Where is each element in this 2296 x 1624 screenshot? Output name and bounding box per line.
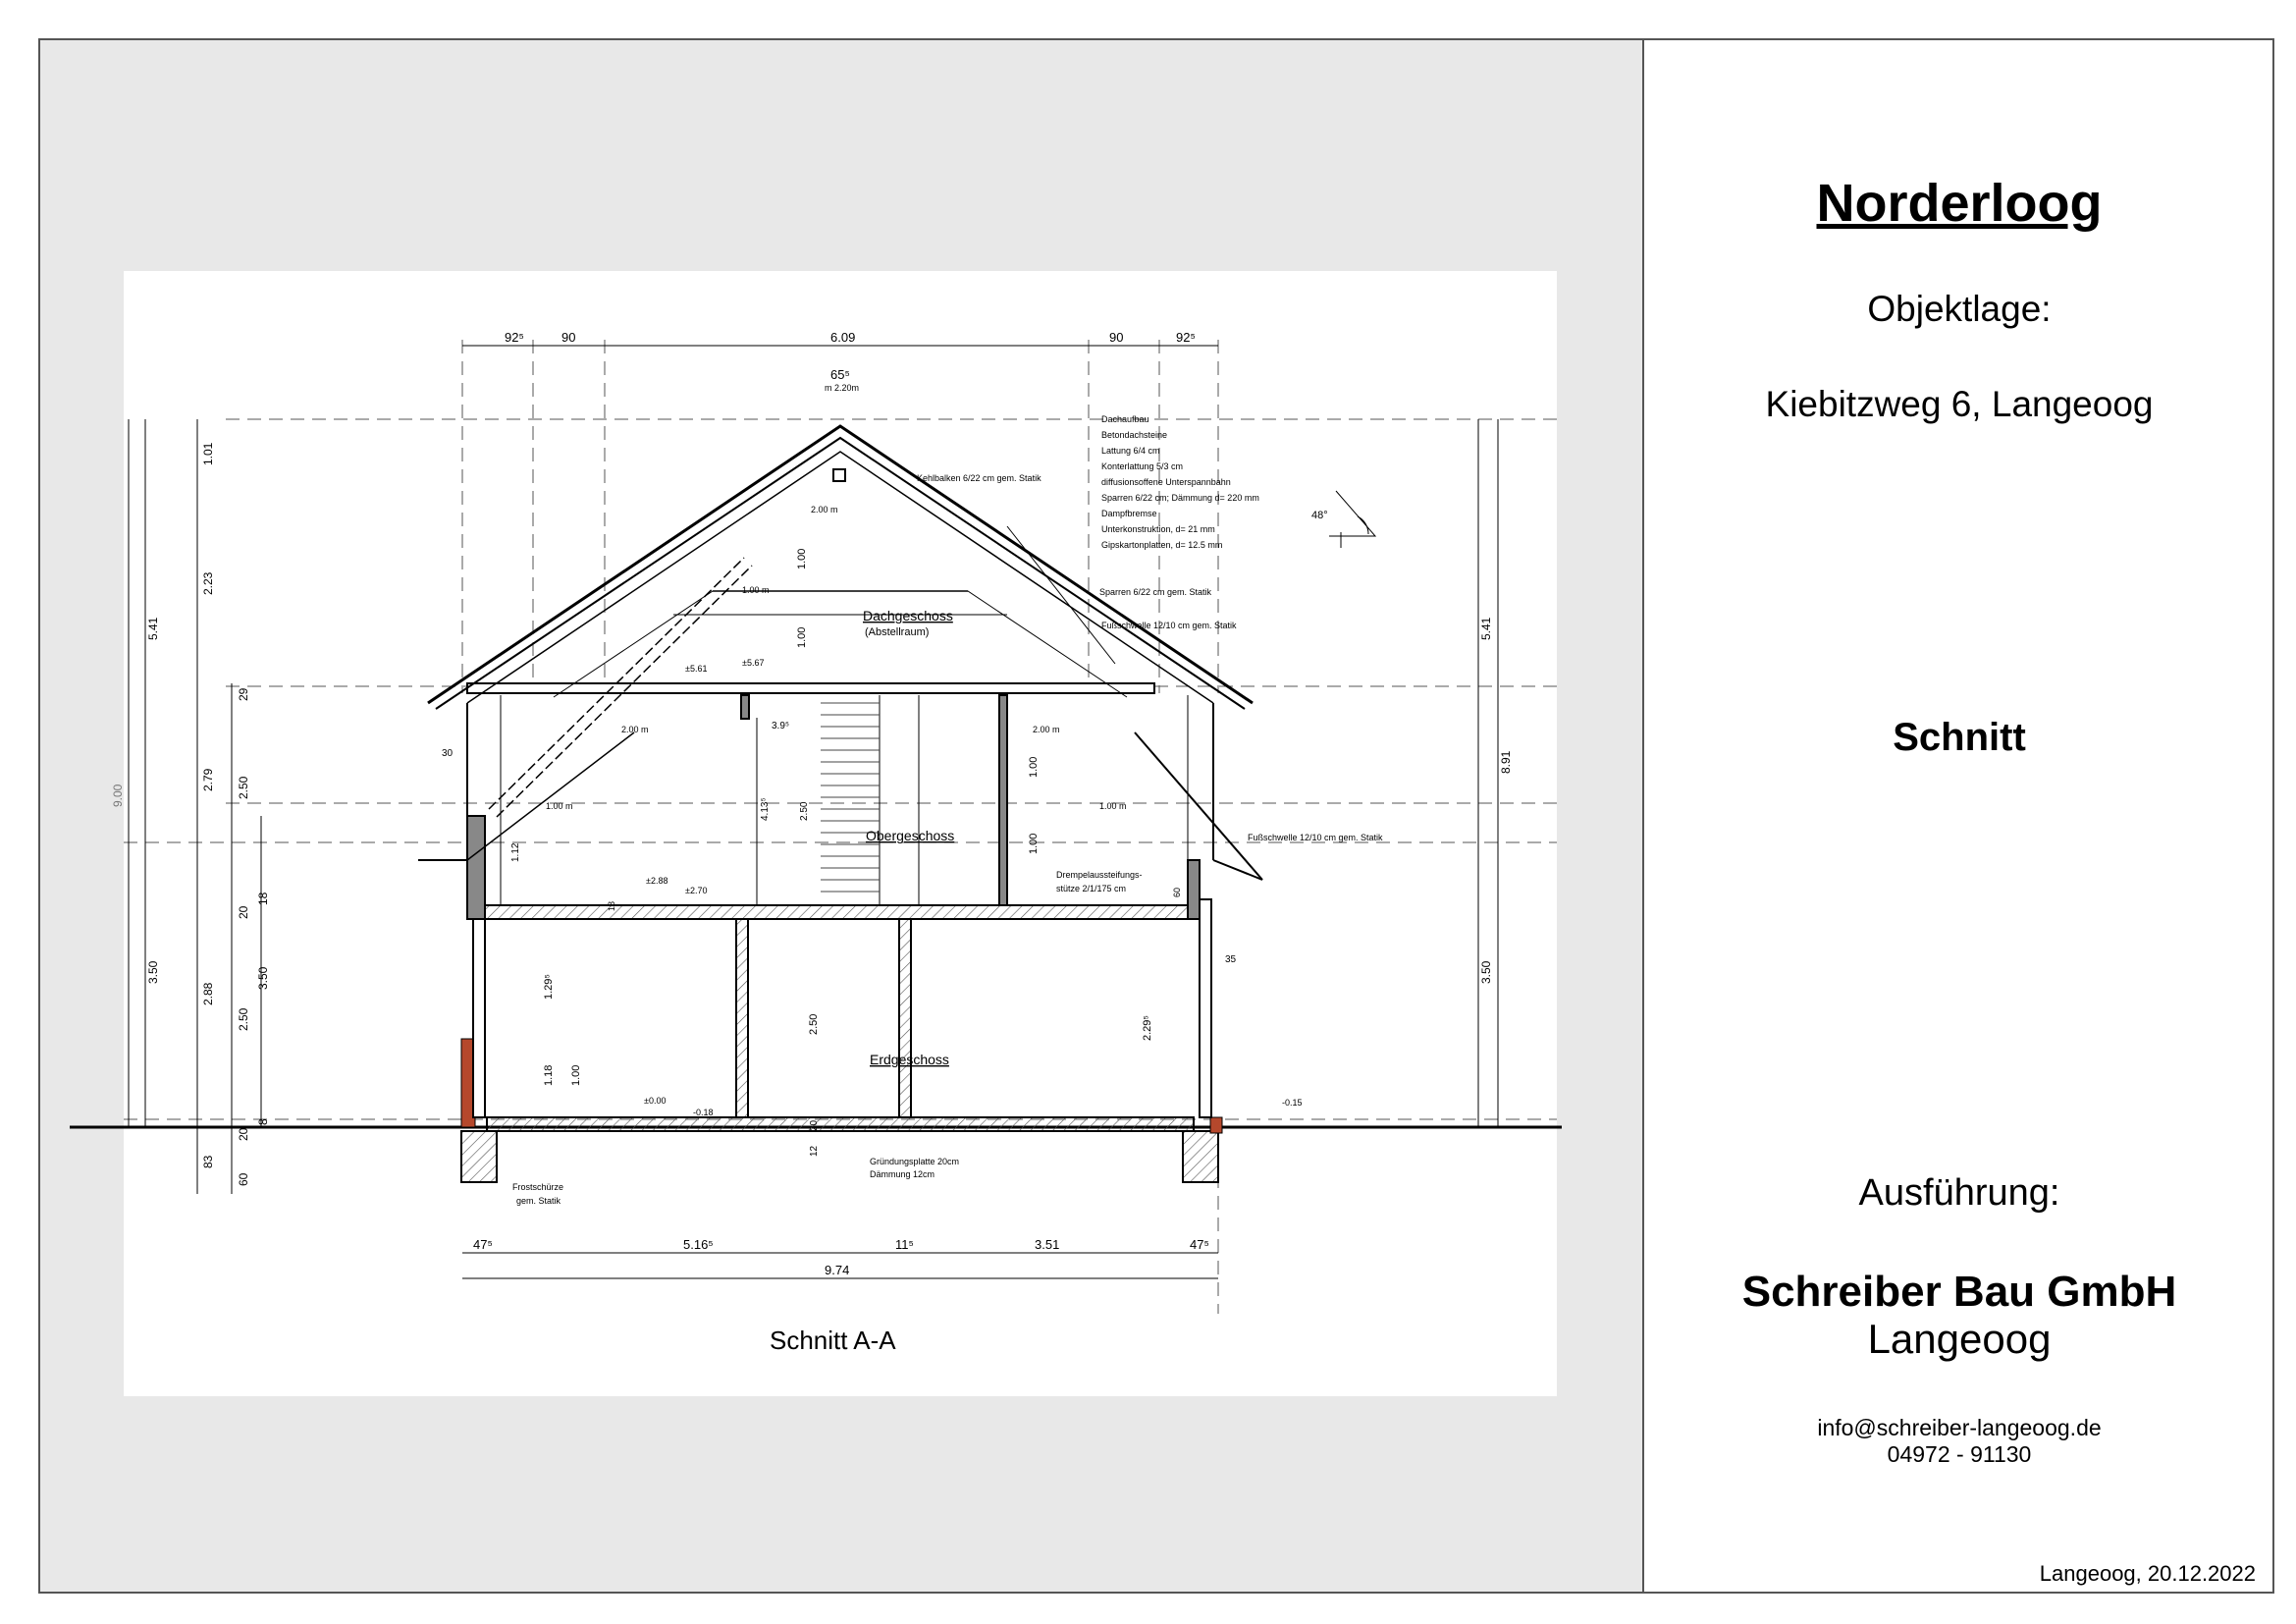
dim-top-1: 92⁵ bbox=[505, 330, 524, 345]
height-5: 2.00 m bbox=[621, 725, 649, 734]
roof-buildup-5: Sparren 6/22 cm; Dämmung d= 220 mm bbox=[1101, 493, 1259, 503]
level-2: ±5.67 bbox=[742, 658, 765, 668]
right-plinth bbox=[1210, 1117, 1222, 1133]
roof-buildup-7: Unterkonstruktion, d= 21 mm bbox=[1101, 524, 1215, 534]
misc-dim-13: 4.13⁵ bbox=[760, 797, 771, 821]
dim-left-inner-1: 29 bbox=[237, 687, 250, 701]
execution-label: Ausführung: bbox=[1858, 1172, 2060, 1214]
height-3: 1.00 bbox=[796, 548, 808, 569]
misc-dim-3: 1.29⁵ bbox=[543, 974, 555, 1000]
dim-ridge-sub: m 2.20m bbox=[825, 383, 860, 393]
dim-right-1: 5.41 bbox=[1479, 617, 1493, 640]
company-email: info@schreiber-langeoog.de bbox=[1817, 1415, 2102, 1440]
dim-left-inner-2: 2.50 bbox=[237, 776, 250, 799]
level-5: ±0.00 bbox=[644, 1096, 667, 1106]
misc-dim-9: 18 bbox=[607, 900, 616, 911]
dim-top-4: 90 bbox=[1109, 330, 1124, 345]
dim-left-outer-2: 3.50 bbox=[146, 960, 160, 984]
annotation-frost-apron-1: Frostschürze bbox=[512, 1182, 564, 1192]
section-drawing-sheet bbox=[111, 271, 1557, 1396]
roof-buildup-3: Konterlattung 5/3 cm bbox=[1101, 461, 1184, 471]
right-footing bbox=[1183, 1131, 1218, 1182]
dim-left-inner2-2: 3.50 bbox=[256, 966, 270, 990]
height-1: 2.00 m bbox=[811, 505, 838, 514]
roof-buildup-6: Dampfbremse bbox=[1101, 509, 1157, 518]
left-footing bbox=[461, 1131, 497, 1182]
dim-left-inner-3: 20 bbox=[237, 905, 250, 919]
dim-bottom-4: 3.51 bbox=[1035, 1237, 1060, 1252]
level-7: -0.15 bbox=[1282, 1098, 1303, 1108]
ground-floor-walls bbox=[473, 899, 1211, 1117]
label-attic-sub: (Abstellraum) bbox=[865, 626, 930, 638]
roof-buildup-8: Gipskartonplatten, d= 12.5 mm bbox=[1101, 540, 1223, 550]
misc-dim-1: 30 bbox=[442, 748, 454, 759]
level-1: ±5.61 bbox=[685, 664, 708, 674]
section-drawing bbox=[111, 271, 1557, 1396]
misc-dim-8: 35 bbox=[1225, 954, 1237, 965]
dim-left-inner-5: 20 bbox=[237, 1127, 250, 1141]
staircase bbox=[821, 703, 880, 892]
ceiling-beam bbox=[467, 683, 1154, 693]
level-6: -0.18 bbox=[693, 1108, 714, 1117]
dim-top-2: 90 bbox=[561, 330, 576, 345]
height-9: 1.00 bbox=[1028, 833, 1040, 854]
height-6: 1.00 m bbox=[546, 801, 573, 811]
ridge-beam bbox=[833, 469, 845, 481]
dim-left-mid-4: 2.88 bbox=[201, 982, 215, 1005]
company-city: Langeoog bbox=[1867, 1316, 2052, 1362]
object-address: Kiebitzweg 6, Langeoog bbox=[1765, 384, 2154, 424]
misc-dim-10: 12 bbox=[809, 1145, 820, 1157]
dim-bottom-2: 5.16⁵ bbox=[683, 1237, 714, 1252]
annotation-frost-apron-2: gem. Statik bbox=[516, 1196, 561, 1206]
annotation-collar-beam: Kehlbalken 6/22 cm gem. Statik bbox=[917, 473, 1041, 483]
misc-dim-2: 1.12 bbox=[510, 842, 521, 862]
annotation-roof-angle: 48° bbox=[1311, 510, 1328, 521]
annotation-rafters: Sparren 6/22 cm gem. Statik bbox=[1099, 587, 1212, 597]
dim-total-width: 9.74 bbox=[825, 1263, 850, 1277]
level-4: ±2.70 bbox=[685, 886, 708, 895]
dim-left-inner2-1: 18 bbox=[256, 892, 270, 905]
roof-buildup-4: diffusionsoffene Unterspannbahn bbox=[1101, 477, 1231, 487]
company-phone: 04972 - 91130 bbox=[1887, 1441, 2032, 1467]
misc-dim-7: 2.29⁵ bbox=[1142, 1015, 1153, 1041]
level-lines bbox=[124, 340, 1557, 1314]
object-location-label: Objektlage: bbox=[1867, 289, 2052, 329]
roof-buildup-0: Dachaufbau bbox=[1101, 414, 1149, 424]
drawing-caption: Schnitt A-A bbox=[770, 1326, 896, 1355]
misc-dim-6: 2.50 bbox=[808, 1013, 820, 1035]
misc-dim-14: 2.50 bbox=[799, 801, 810, 821]
dim-left-mid-3: 2.79 bbox=[201, 768, 215, 791]
plan-type: Schnitt bbox=[1893, 716, 2026, 759]
misc-dim-15: 60 bbox=[1172, 887, 1182, 897]
height-7: 2.00 m bbox=[1033, 725, 1060, 734]
height-8: 1.00 bbox=[1028, 756, 1040, 778]
company-name: Schreiber Bau GmbH bbox=[1741, 1268, 2177, 1316]
plan-date: Langeoog, 20.12.2022 bbox=[2039, 1561, 2256, 1586]
upper-floor-slab bbox=[485, 905, 1200, 919]
annotation-sill-top: Fußschwelle 12/10 cm gem. Statik bbox=[1101, 621, 1237, 630]
floor-slab bbox=[487, 1117, 1194, 1131]
roof-buildup-2: Lattung 6/4 cm bbox=[1101, 446, 1160, 456]
annotation-kneewall-1: Drempelaussteifungs- bbox=[1056, 870, 1143, 880]
dim-right-3: 3.50 bbox=[1479, 960, 1493, 984]
annotation-foundation: Gründungsplatte 20cm bbox=[870, 1157, 960, 1166]
label-upper: Obergeschoss bbox=[866, 828, 955, 843]
project-title: Norderloog bbox=[1816, 174, 2103, 233]
dim-left-inner2-3: 8 bbox=[256, 1118, 270, 1125]
misc-dim-11: 20 bbox=[809, 1119, 820, 1131]
dim-bottom-3: 11⁵ bbox=[895, 1237, 914, 1252]
roof-buildup-1: Betondachsteine bbox=[1101, 430, 1168, 440]
annotation-kneewall-2: stütze 2/1/175 cm bbox=[1056, 884, 1127, 893]
dim-left-outer-1: 5.41 bbox=[146, 617, 160, 640]
label-ground: Erdgeschoss bbox=[870, 1052, 949, 1067]
dim-ridge: 65⁵ bbox=[830, 367, 850, 382]
height-4: 1.00 bbox=[796, 626, 808, 648]
misc-dim-5: 1.00 bbox=[570, 1064, 582, 1086]
dimension-lines bbox=[129, 346, 1498, 1278]
misc-dim-4: 1.18 bbox=[543, 1064, 555, 1086]
title-block bbox=[1644, 40, 2274, 1592]
level-3: ±2.88 bbox=[646, 876, 668, 886]
dim-top-3: 6.09 bbox=[830, 330, 856, 345]
dim-top-5: 92⁵ bbox=[1176, 330, 1196, 345]
dim-left-inner-6: 60 bbox=[237, 1172, 250, 1186]
dim-bottom-1: 47⁵ bbox=[473, 1237, 493, 1252]
label-attic: Dachgeschoss bbox=[863, 608, 953, 623]
annotation-sill-lower: Fußschwelle 12/10 cm gem. Statik bbox=[1248, 833, 1383, 842]
dim-cut-left: 9.00 bbox=[111, 784, 125, 807]
dim-right-2: 8.91 bbox=[1499, 750, 1513, 774]
angle-marker-icon bbox=[1329, 491, 1375, 548]
dim-left-inner-4: 2.50 bbox=[237, 1007, 250, 1031]
misc-dim-12: 3.9⁵ bbox=[772, 721, 790, 731]
dim-left-mid-5: 83 bbox=[201, 1155, 215, 1168]
dim-bottom-5: 47⁵ bbox=[1190, 1237, 1209, 1252]
height-10: 1.00 m bbox=[1099, 801, 1127, 811]
dim-left-mid-2: 2.23 bbox=[201, 571, 215, 595]
height-2: 1.00 m bbox=[742, 585, 770, 595]
annotation-insulation: Dämmung 12cm bbox=[870, 1169, 935, 1179]
dim-left-mid-1: 1.01 bbox=[201, 442, 215, 465]
